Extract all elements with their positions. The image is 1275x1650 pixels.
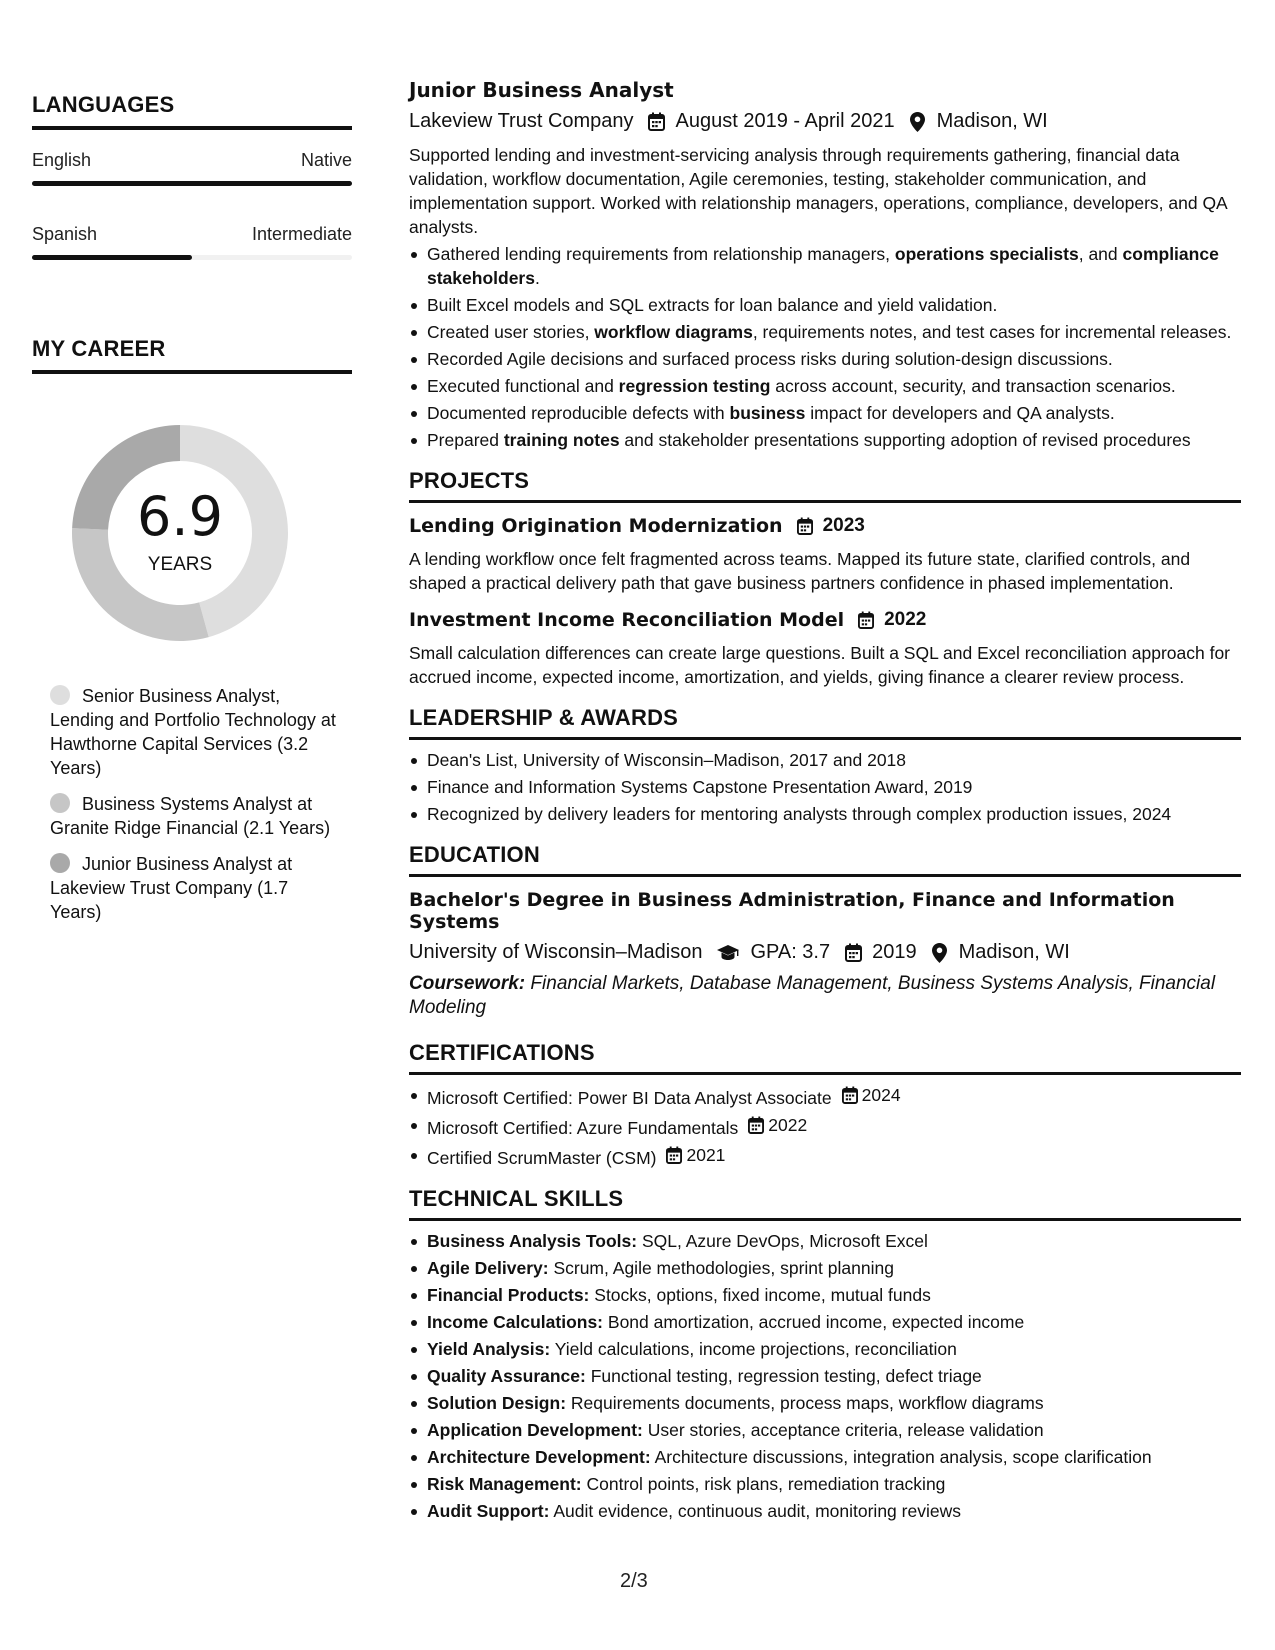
education-rule (409, 874, 1241, 877)
skill-value: Audit evidence, continuous audit, monitoring reviews (553, 1501, 961, 1521)
gpa: GPA: 3.7 (750, 941, 831, 963)
projects-rule (409, 500, 1241, 503)
certification-year: 2021 (686, 1145, 726, 1165)
languages-title: LANGUAGES (32, 92, 175, 117)
leadership-rule (409, 737, 1241, 740)
legend-dot (50, 685, 70, 705)
skill-label: Income Calculations: (427, 1312, 604, 1332)
certification-date (748, 1113, 807, 1137)
language-proficiency-fill (32, 181, 352, 186)
certification-date (842, 1083, 901, 1107)
certification-date (666, 1143, 725, 1167)
skill-value: SQL, Azure DevOps, Microsoft Excel (641, 1231, 928, 1251)
job-dates: August 2019 - April 2021 (675, 110, 895, 132)
leadership-list (409, 748, 1241, 826)
graduation-year: 2019 (872, 941, 917, 963)
bullet-text: , requirements notes, and test cases for incremental releases. (752, 322, 1232, 342)
bullet-text: across account, security, and transaction scenarios. (770, 376, 1176, 396)
education-title: EDUCATION (409, 842, 540, 867)
skill-item (409, 1256, 1241, 1280)
skill-value: Architecture discussions, integration analysis, scope clarification (654, 1447, 1152, 1467)
bullet-keyword: compliance stakeholders (427, 244, 1219, 288)
project-description: A lending workflow once felt fragmented across teams. Mapped its future state, clarified controls, and shaped a practical delivery path that gave business partners confidence in phased implementation. (409, 549, 1191, 593)
job-bullet (409, 374, 1241, 398)
calendar-icon (842, 1086, 858, 1104)
job-bullet (409, 401, 1241, 425)
language-name: Spanish (32, 224, 98, 244)
bullet-keyword: operations specialists (894, 244, 1079, 264)
skills-section (409, 1186, 1241, 1523)
project-name: Investment Income Reconciliation Model (409, 609, 845, 631)
job-location: Madison, WI (936, 110, 1048, 132)
award-item: Recognized by delivery leaders for mentoring analysts through complex production issues, 2024 (409, 802, 1241, 826)
certification-name: Certified ScrumMaster (CSM) (427, 1148, 657, 1168)
sidebar (32, 92, 352, 936)
skill-item (409, 1310, 1241, 1334)
legend-dot (50, 793, 70, 813)
languages-section (32, 92, 352, 260)
certification-item (409, 1083, 1241, 1110)
coursework-label: Coursework: (409, 973, 526, 994)
skill-item (409, 1499, 1241, 1523)
bullet-text: and stakeholder presentations supporting adoption of revised procedures (619, 430, 1191, 450)
job-bullet (409, 242, 1241, 290)
skill-value: Stocks, options, fixed income, mutual funds (594, 1285, 931, 1305)
language-level: Intermediate (251, 224, 352, 244)
bullet-keyword: workflow diagrams (594, 322, 753, 342)
projects-section (409, 468, 1241, 689)
skill-value: Requirements documents, process maps, workflow diagrams (570, 1393, 1044, 1413)
projects-title: PROJECTS (409, 468, 530, 493)
calendar-icon (797, 516, 815, 536)
language-name: English (32, 150, 92, 170)
project-title (409, 609, 1241, 631)
bullet-text: Documented reproducible defects with (427, 403, 730, 423)
job-summary: Supported lending and investment-servicing analysis through requirements gathering, financial data validation, workflow documentation, Agile ceremonies, testing, stakeholder communication, and implementation support. Worked with relationship managers, operations, compliance, developers, and QA analysts. (409, 145, 1227, 237)
skills-rule (409, 1218, 1241, 1221)
page-number: 2/3 (620, 1570, 648, 1592)
certifications-list (409, 1083, 1241, 1170)
degree-title: Bachelor's Degree in Business Administration, Finance and Information Systems (409, 889, 1175, 933)
job-bullet (409, 320, 1241, 344)
skills-title: TECHNICAL SKILLS (409, 1186, 624, 1211)
bullet-text: , and (1078, 244, 1123, 264)
bullet-text: Gathered lending requirements from relationship managers, (427, 244, 895, 264)
legend-label: Junior Business Analyst at Lakeview Trust Company (1.7 Years) (50, 854, 293, 922)
skill-value: Scrum, Agile methodologies, sprint planning (553, 1258, 894, 1278)
certification-item (409, 1113, 1241, 1140)
bullet-text: Prepared (427, 430, 504, 450)
language-item (32, 150, 352, 186)
location-pin-icon (909, 112, 927, 132)
project-item (409, 609, 1241, 689)
bullet-keyword: training notes (503, 430, 620, 450)
languages-rule (32, 126, 352, 130)
career-legend-item (50, 792, 340, 840)
project-name: Lending Origination Modernization (409, 515, 783, 537)
skill-label: Yield Analysis: (427, 1339, 551, 1359)
project-year: 2023 (822, 515, 865, 536)
bullet-text: Executed functional and (427, 376, 619, 396)
skill-label: Business Analysis Tools: (427, 1231, 638, 1251)
skill-item (409, 1229, 1241, 1253)
skill-value: Functional testing, regression testing, defect triage (590, 1366, 982, 1386)
language-proficiency-bar (32, 255, 352, 260)
language-row (32, 224, 352, 245)
job-bullet (409, 347, 1241, 371)
coursework (409, 972, 1241, 1020)
career-total-value: 6.9 (137, 485, 223, 548)
skill-value: Control points, risk plans, remediation tracking (586, 1474, 946, 1494)
bullet-text: Created user stories, (427, 322, 595, 342)
skill-item (409, 1337, 1241, 1361)
award-item: Finance and Information Systems Capstone Presentation Award, 2019 (409, 775, 1241, 799)
skill-item (409, 1472, 1241, 1496)
experience-entry (409, 78, 1241, 452)
calendar-icon (858, 610, 876, 630)
certification-name: Microsoft Certified: Power BI Data Analyst Associate (427, 1088, 832, 1108)
skill-value: Bond amortization, accrued income, expected income (607, 1312, 1025, 1332)
bullet-keyword: regression testing (618, 376, 771, 396)
award-item: Dean's List, University of Wisconsin–Madison, 2017 and 2018 (409, 748, 1241, 772)
language-item (32, 224, 352, 260)
skill-label: Agile Delivery: (427, 1258, 549, 1278)
certifications-rule (409, 1072, 1241, 1075)
job-title: Junior Business Analyst (409, 78, 674, 102)
skill-label: Architecture Development: (427, 1447, 651, 1467)
certifications-title: CERTIFICATIONS (409, 1040, 595, 1065)
skill-item (409, 1445, 1241, 1469)
legend-dot (50, 853, 70, 873)
skill-item (409, 1283, 1241, 1307)
language-row (32, 150, 352, 171)
certification-name: Microsoft Certified: Azure Fundamentals (427, 1118, 739, 1138)
main-content (409, 78, 1241, 1523)
bullet-text: Built Excel models and SQL extracts for loan balance and yield validation. (427, 295, 998, 315)
career-legend-item (50, 684, 340, 780)
education-section (409, 842, 1241, 1020)
school-name: University of Wisconsin–Madison (409, 941, 703, 963)
career-section (32, 336, 352, 924)
bullet-text: impact for developers and QA analysts. (805, 403, 1115, 423)
language-proficiency-fill (32, 255, 192, 260)
location-pin-icon (931, 943, 949, 963)
skill-label: Application Development: (427, 1420, 643, 1440)
coursework-list: Financial Markets, Database Management, Business Systems Analysis, Financial Modeling (409, 973, 1216, 1018)
skill-value: Yield calculations, income projections, reconciliation (554, 1339, 957, 1359)
skill-label: Audit Support: (427, 1501, 550, 1521)
leadership-section (409, 705, 1241, 826)
career-legend (50, 684, 340, 924)
skill-label: Financial Products: (427, 1285, 590, 1305)
career-rule (32, 370, 352, 374)
leadership-title: LEADERSHIP & AWARDS (409, 705, 679, 730)
education-meta (409, 941, 1241, 964)
skill-value: User stories, acceptance criteria, release validation (647, 1420, 1044, 1440)
job-bullets (409, 242, 1241, 452)
project-description: Small calculation differences can create large questions. Built a SQL and Excel reconciliation approach for accrued income, expected income, amortization, and yields, giving finance a clearer review process. (409, 643, 1231, 687)
certification-year: 2022 (768, 1115, 808, 1135)
skill-item (409, 1364, 1241, 1388)
career-title: MY CAREER (32, 336, 166, 361)
calendar-icon (844, 943, 862, 963)
job-bullet (409, 428, 1241, 452)
education-location: Madison, WI (958, 941, 1070, 963)
donut-center (65, 418, 295, 648)
calendar-icon (648, 112, 666, 132)
legend-label: Senior Business Analyst, Lending and Portfolio Technology at Hawthorne Capital Services (3.2 Years) (50, 686, 336, 778)
projects-list (409, 515, 1241, 689)
certification-item (409, 1143, 1241, 1170)
graduation-cap-icon (716, 943, 740, 963)
job-meta (409, 110, 1241, 133)
skill-label: Solution Design: (427, 1393, 567, 1413)
language-proficiency-bar (32, 181, 352, 186)
skill-label: Quality Assurance: (427, 1366, 586, 1386)
skill-item (409, 1391, 1241, 1415)
skills-list (409, 1229, 1241, 1523)
certifications-section (409, 1040, 1241, 1170)
project-year: 2022 (884, 609, 927, 630)
job-bullet (409, 293, 1241, 317)
skill-item (409, 1418, 1241, 1442)
bullet-keyword: business (729, 403, 806, 423)
calendar-icon (748, 1116, 764, 1134)
certification-year: 2024 (861, 1085, 901, 1105)
bullet-text: Recorded Agile decisions and surfaced process risks during solution-design discussions. (427, 349, 1113, 369)
company-name: Lakeview Trust Company (409, 110, 634, 132)
project-title (409, 515, 1241, 537)
project-item (409, 515, 1241, 595)
career-donut-chart (65, 418, 295, 648)
career-total-unit: YEARS (147, 554, 213, 575)
career-legend-item (50, 852, 340, 924)
language-level: Native (300, 150, 352, 170)
skill-label: Risk Management: (427, 1474, 582, 1494)
calendar-icon (666, 1146, 682, 1164)
bullet-text: . (534, 268, 540, 288)
legend-label: Business Systems Analyst at Granite Ridge Financial (2.1 Years) (50, 794, 331, 838)
language-list (32, 150, 352, 260)
